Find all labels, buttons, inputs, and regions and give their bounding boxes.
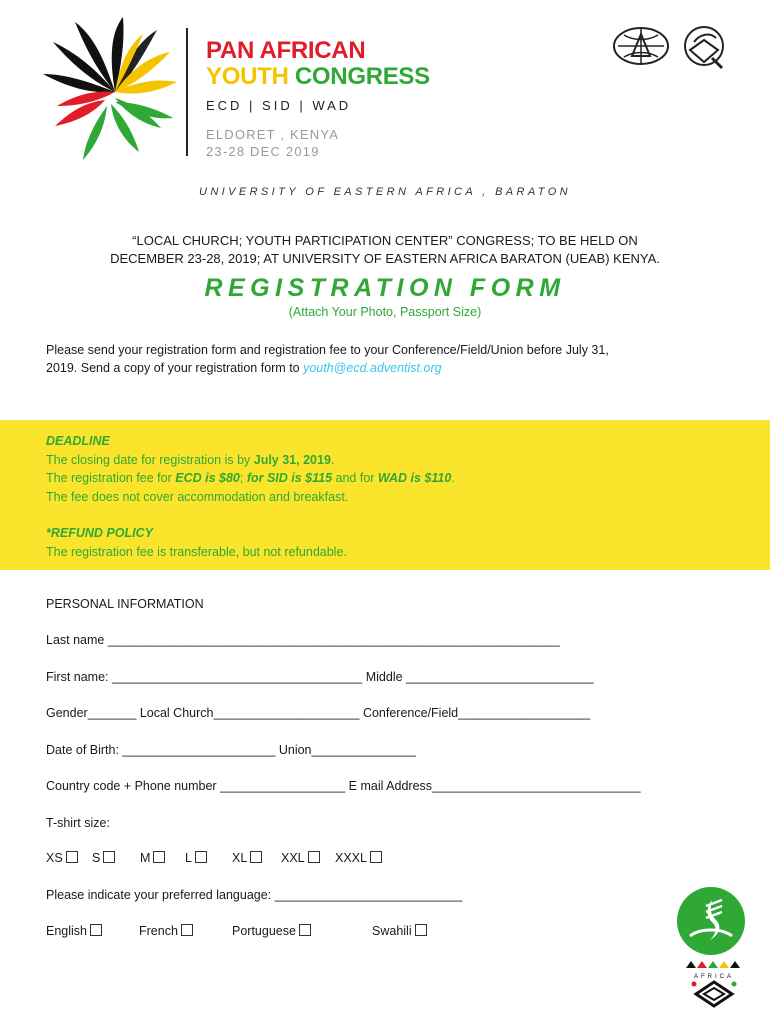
registration-subtitle: (Attach Your Photo, Passport Size) xyxy=(288,305,482,319)
language-preference-field[interactable]: Please indicate your preferred language: ___________________________ xyxy=(46,888,463,902)
tshirt-xxl-checkbox[interactable]: XXL xyxy=(281,851,320,865)
tshirt-xxxl-checkbox[interactable]: XXXL xyxy=(335,851,382,865)
deadline-text: DEADLINE The closing date for registration is by July 31, 2019. The registration fee for ECD is $80; for SID is $115 and for WAD is $110. The fee does not cover accommodation and breakfast. *REFUND POLICY The registration fee is transferable, but not refundable. xyxy=(46,434,455,559)
africa-label: AFRICA xyxy=(693,974,735,980)
congress-logo-art-icon xyxy=(30,12,180,167)
tshirt-l-checkbox[interactable]: L xyxy=(185,851,207,865)
instructions-paragraph: Please send your registration form and registration fee to your Conference/Field/Union before July 31, 2019. Send a copy of your registration form to youth@ecd.adventist.org xyxy=(46,343,609,375)
title-pan-african: PAN AFRICAN xyxy=(206,37,366,64)
title-youth-congress: YOUTH CONGRESS xyxy=(206,63,430,90)
gender-church-conference-field[interactable]: Gender_______ Local Church_____________________ Conference/Field___________________ xyxy=(46,706,591,720)
personal-info-heading: PERSONAL INFORMATION xyxy=(46,597,204,611)
adventist-logo-icon xyxy=(676,886,746,956)
tshirt-m-checkbox[interactable]: M xyxy=(140,851,165,865)
registration-title: REGISTRATION FORM xyxy=(204,274,566,302)
language-french-checkbox[interactable]: French xyxy=(139,924,193,938)
email-link[interactable]: youth@ecd.adventist.org xyxy=(303,361,442,375)
phone-email-field[interactable]: Country code + Phone number __________________ E mail Address______________________________ xyxy=(46,779,641,793)
pathfinder-emblem-icon xyxy=(682,24,726,70)
tshirt-size-label: T-shirt size: xyxy=(46,816,110,830)
first-middle-name-field[interactable]: First name: ____________________________________ Middle ___________________________ xyxy=(46,670,594,684)
youth-emblem-icon xyxy=(612,26,670,66)
intro-text: “LOCAL CHURCH; YOUTH PARTICIPATION CENTER” CONGRESS; TO BE HELD ON DECEMBER 23-28, 2019; AT UNIVERSITY OF EASTERN AFRICA BARATON (UEAB) KENYA. xyxy=(110,233,660,266)
dob-union-field[interactable]: Date of Birth: ______________________ Union_______________ xyxy=(46,743,416,757)
refund-heading: *REFUND POLICY xyxy=(46,526,153,540)
last-name-field[interactable]: Last name _________________________________________________________________ xyxy=(46,633,560,647)
university-label: UNIVERSITY OF EASTERN AFRICA , BARATON xyxy=(198,186,572,198)
language-options xyxy=(46,924,466,942)
language-portuguese-checkbox[interactable]: Portuguese xyxy=(232,924,311,938)
language-swahili-checkbox[interactable]: Swahili xyxy=(372,924,427,938)
divisions-label: ECD | SID | WAD xyxy=(206,98,352,113)
dates-label: 23-28 DEC 2019 xyxy=(206,144,320,159)
tshirt-xl-checkbox[interactable]: XL xyxy=(232,851,262,865)
location-label: ELDORET , KENYA xyxy=(206,127,340,142)
deadline-heading: DEADLINE xyxy=(46,434,110,448)
tshirt-s-checkbox[interactable]: S xyxy=(92,851,115,865)
language-english-checkbox[interactable]: English xyxy=(46,924,102,938)
header-divider xyxy=(186,28,188,156)
africa-division-logo-icon xyxy=(684,958,744,1014)
tshirt-size-options xyxy=(46,851,446,869)
tshirt-xs-checkbox[interactable]: XS xyxy=(46,851,78,865)
